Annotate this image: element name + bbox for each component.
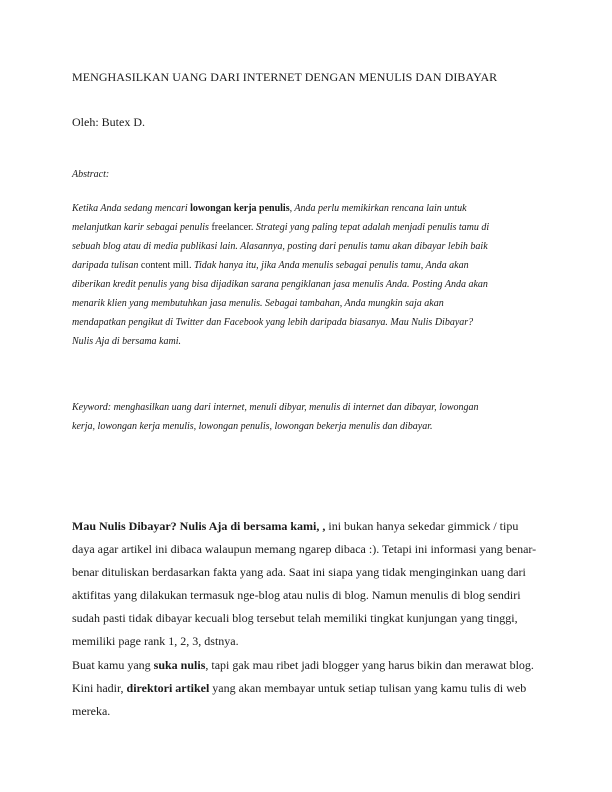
text-run: mendapatkan pengikut di Twitter dan Facebook yang lebih daripada biasanya. Mau Nulis Dibayar? — [72, 317, 474, 328]
abstract-line — [72, 275, 542, 294]
text-run: daya agar artikel ini dibaca walaupun memang ngarep dibaca :). Tetapi ini informasi yang benar- — [72, 542, 537, 556]
text-run: aktifitas yang dilakukan termasuk nge-blog atau nulis di blog. Namun menulis di blog sendiri — [72, 588, 521, 602]
text-run: yang akan membayar untuk setiap tulisan yang kamu tulis di web — [209, 681, 527, 695]
paragraph-line — [72, 584, 542, 607]
text-run: mereka. — [72, 704, 111, 718]
text-run: Ketika Anda sedang mencari — [72, 203, 191, 214]
paragraph-line — [72, 654, 542, 677]
text-run: Strategi yang paling tepat adalah menjadi penulis tamu di — [255, 222, 490, 233]
text-run: Anda akan — [444, 279, 488, 290]
text-run: memiliki page rank 1, 2, 3, dstnya. — [72, 634, 239, 648]
text-run: freelancer. — [211, 222, 256, 233]
text-run: benar dituliskan berdasarkan fakta yang ada. Saat ini siapa yang tidak menginginkan uang dari — [72, 565, 526, 579]
abstract-line — [72, 294, 542, 313]
body-paragraph-1 — [72, 515, 542, 653]
text-run: lowongan kerja penulis — [190, 203, 290, 214]
author-line: Oleh: Butex D. — [72, 115, 145, 129]
paragraph-line — [72, 515, 542, 538]
paragraph-line — [72, 700, 542, 723]
paragraph-line — [72, 677, 542, 700]
text-run: , — [322, 519, 329, 533]
paragraph-line — [72, 561, 542, 584]
abstract-line — [72, 218, 542, 237]
abstract-body — [72, 199, 542, 351]
text-run: Kini hadir, — [72, 681, 127, 695]
abstract-line — [72, 199, 542, 218]
paragraph-line — [72, 607, 542, 630]
keyword-block — [72, 398, 542, 436]
text-run: sebuah blog atau di media publikasi lain. Alasannya, — [72, 241, 288, 252]
body-paragraph-2 — [72, 654, 542, 723]
text-run: , Anda perlu memikirkan rencana lain untuk — [289, 203, 467, 214]
text-run: Nulis Aja di bersama kami. — [72, 336, 181, 347]
text-run: direktori artikel — [126, 681, 210, 695]
text-run: , tapi gak mau ribet jadi blogger yang harus bikin dan merawat blog. — [205, 658, 534, 672]
abstract-line — [72, 313, 542, 332]
paragraph-line — [72, 630, 542, 653]
text-run: Buat kamu yang — [72, 658, 154, 672]
text-run: ini bukan hanya sekedar gimmick / tipu — [328, 519, 519, 533]
text-run: Tidak hanya itu, jika Anda menulis sebagai penulis tamu, Anda akan — [193, 260, 469, 271]
text-run: menarik klien yang membutuhkan jasa menulis. Sebagai tambahan, Anda mungkin saja akan — [72, 298, 444, 309]
text-run: Mau Nulis Dibayar? Nulis Aja di bersama kami, — [72, 519, 323, 533]
text-run: melanjutkan karir sebagai penulis — [72, 222, 212, 233]
abstract-heading: Abstract: — [72, 169, 110, 180]
abstract-line — [72, 332, 542, 351]
document-title: MENGHASILKAN UANG DARI INTERNET DENGAN MENULIS DAN DIBAYAR — [72, 70, 498, 84]
abstract-line — [72, 256, 542, 275]
text-run: posting dari penulis tamu akan dibayar lebih baik — [287, 241, 488, 252]
text-run: daripada tulisan — [72, 260, 141, 271]
text-run: content mill. — [140, 260, 194, 271]
keyword-line: kerja, lowongan kerja menulis, lowongan penulis, lowongan bekerja menulis dan dibayar. — [72, 421, 433, 432]
text-run: sudah pasti tidak dibayar kecuali blog tersebut telah memiliki tingkat kunjungan yang tinggi, — [72, 611, 518, 625]
abstract-line — [72, 237, 542, 256]
keyword-line: Keyword: menghasilkan uang dari internet, menuli dibyar, menulis di internet dan dibayar, lowongan — [72, 402, 479, 413]
paragraph-line — [72, 538, 542, 561]
text-run: Posting — [411, 279, 445, 290]
text-run: diberikan kredit penulis yang bisa dijadikan sarana pengiklanan jasa menulis Anda. — [72, 279, 412, 290]
text-run: suka nulis — [153, 658, 206, 672]
